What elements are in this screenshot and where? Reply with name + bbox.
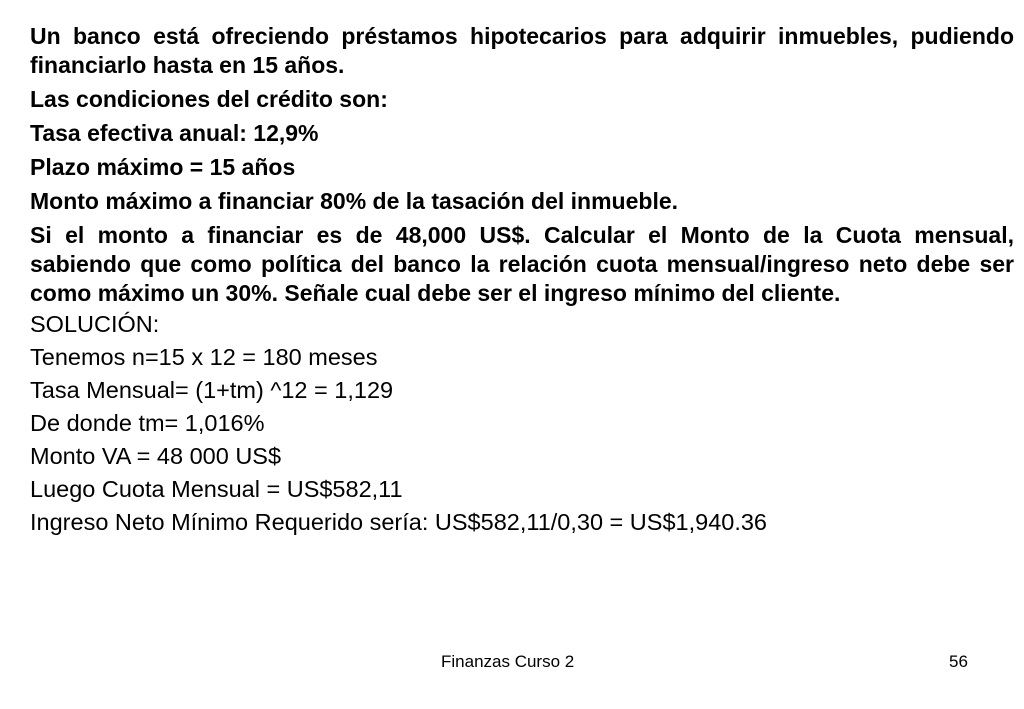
- page-number: 56: [949, 652, 968, 671]
- solution-line: Tasa Mensual= (1+tm) ^12 = 1,129: [30, 377, 394, 403]
- condition-tasa: Tasa efectiva anual: 12,9%: [30, 120, 319, 146]
- condition-plazo: Plazo máximo = 15 años: [30, 154, 296, 180]
- condition-monto-maximo: Monto máximo a financiar 80% de la tasación del inmueble.: [30, 188, 679, 214]
- conditions-heading: Las condiciones del crédito son:: [30, 86, 388, 112]
- problem-intro: Un banco está ofreciendo préstamos hipotecarios para adquirir inmuebles, pudiendo financiarlo hasta en 15 años.: [30, 23, 1014, 78]
- solution-line: De donde tm= 1,016%: [30, 410, 265, 436]
- solution-result-line: Ingreso Neto Mínimo Requerido sería: US$582,11/0,30 = US$1,940.36: [30, 509, 768, 535]
- slide-content: [30, 22, 1014, 539]
- solution-line: Tenemos n=15 x 12 = 180 meses: [30, 344, 378, 370]
- footer-course: Finanzas Curso 2: [441, 652, 575, 671]
- solution-result-line: Luego Cuota Mensual = US$582,11: [30, 476, 403, 502]
- solution-line: Monto VA = 48 000 US$: [30, 443, 282, 469]
- solution-heading: SOLUCIÓN:: [30, 311, 160, 337]
- problem-question: Si el monto a financiar es de 48,000 US$. Calcular el Monto de la Cuota mensual, sabiendo que como política del banco la relación cuota mensual/ingreso neto debe ser como máximo un 30%. Señale cual debe ser el ingreso mínimo del cliente.: [30, 222, 1014, 306]
